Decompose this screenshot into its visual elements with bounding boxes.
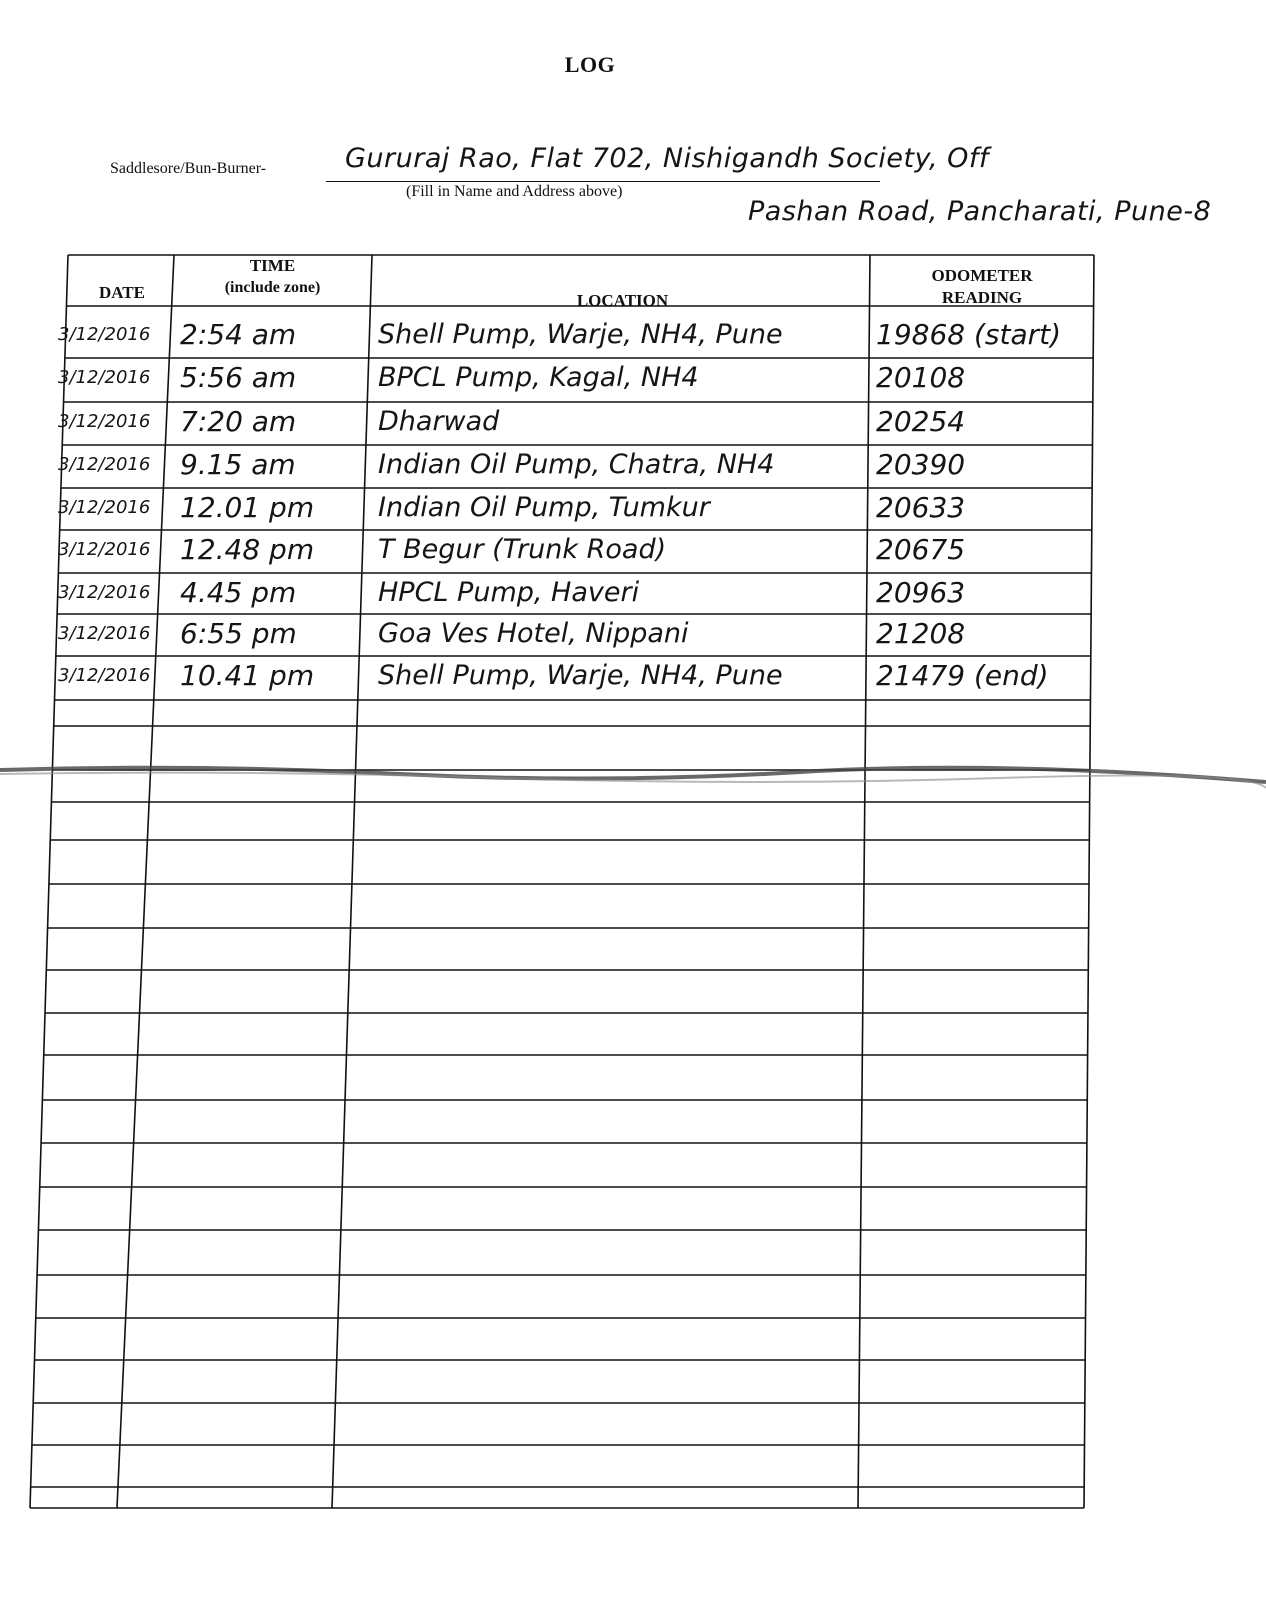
row-date[interactable]: 3/12/2016 xyxy=(58,411,151,432)
header-odometer-label: ODOMETER xyxy=(931,266,1033,285)
row-date[interactable]: 3/12/2016 xyxy=(58,539,151,560)
row-odometer[interactable]: 20633 xyxy=(876,491,966,524)
name-hint: (Fill in Name and Address above) xyxy=(406,183,623,200)
row-date[interactable]: 3/12/2016 xyxy=(58,367,151,388)
header-time xyxy=(175,255,370,299)
row-location[interactable]: Shell Pump, Warje, NH4, Pune xyxy=(378,319,783,350)
name-value-line2[interactable]: Pashan Road, Pancharati, Pune-8 xyxy=(748,196,1212,227)
row-date[interactable]: 3/12/2016 xyxy=(58,497,151,518)
row-odometer[interactable]: 19868 (start) xyxy=(876,318,1062,351)
row-date[interactable]: 3/12/2016 xyxy=(58,665,151,686)
header-time-label: TIME xyxy=(249,256,296,275)
row-odometer[interactable]: 20390 xyxy=(876,448,966,481)
row-odometer[interactable]: 20254 xyxy=(876,405,966,438)
row-time[interactable]: 2:54 am xyxy=(180,318,297,351)
header-location: LOCATION xyxy=(576,291,669,310)
row-date[interactable]: 3/12/2016 xyxy=(58,582,151,603)
row-time[interactable]: 12.48 pm xyxy=(180,533,315,566)
row-time[interactable]: 4.45 pm xyxy=(180,576,297,609)
row-location[interactable]: BPCL Pump, Kagal, NH4 xyxy=(378,362,699,393)
row-location[interactable]: Dharwad xyxy=(378,406,500,437)
row-location[interactable]: Shell Pump, Warje, NH4, Pune xyxy=(378,660,783,691)
row-time[interactable]: 5:56 am xyxy=(180,361,297,394)
row-time[interactable]: 7:20 am xyxy=(180,405,297,438)
row-time[interactable]: 9.15 am xyxy=(180,448,296,481)
row-date[interactable]: 3/12/2016 xyxy=(58,324,151,345)
row-odometer[interactable]: 20963 xyxy=(876,576,966,609)
header-odometer-sub: READING xyxy=(941,288,1023,307)
row-location[interactable]: Indian Oil Pump, Chatra, NH4 xyxy=(378,449,775,480)
row-date[interactable]: 3/12/2016 xyxy=(58,454,151,475)
row-location[interactable]: Goa Ves Hotel, Nippani xyxy=(378,618,689,649)
header-date: DATE xyxy=(99,283,145,302)
row-location[interactable]: Indian Oil Pump, Tumkur xyxy=(378,492,710,523)
row-location[interactable]: T Begur (Trunk Road) xyxy=(378,534,667,565)
row-odometer[interactable]: 20108 xyxy=(876,361,966,394)
name-label: Saddlesore/Bun-Burner- xyxy=(110,160,267,177)
row-time[interactable]: 6:55 pm xyxy=(180,617,297,650)
header-time-sub: (include zone) xyxy=(224,279,321,296)
row-odometer[interactable]: 21479 (end) xyxy=(876,659,1049,692)
row-odometer[interactable]: 21208 xyxy=(876,617,966,650)
row-time[interactable]: 12.01 pm xyxy=(180,491,315,524)
name-value-line1[interactable]: Gururaj Rao, Flat 702, Nishigandh Society, Off xyxy=(345,143,989,174)
row-date[interactable]: 3/12/2016 xyxy=(58,623,151,644)
row-location[interactable]: HPCL Pump, Haveri xyxy=(378,577,640,608)
header-odometer xyxy=(873,265,1091,309)
row-odometer[interactable]: 20675 xyxy=(876,533,966,566)
page-title: LOG xyxy=(564,52,616,77)
row-time[interactable]: 10.41 pm xyxy=(180,659,315,692)
